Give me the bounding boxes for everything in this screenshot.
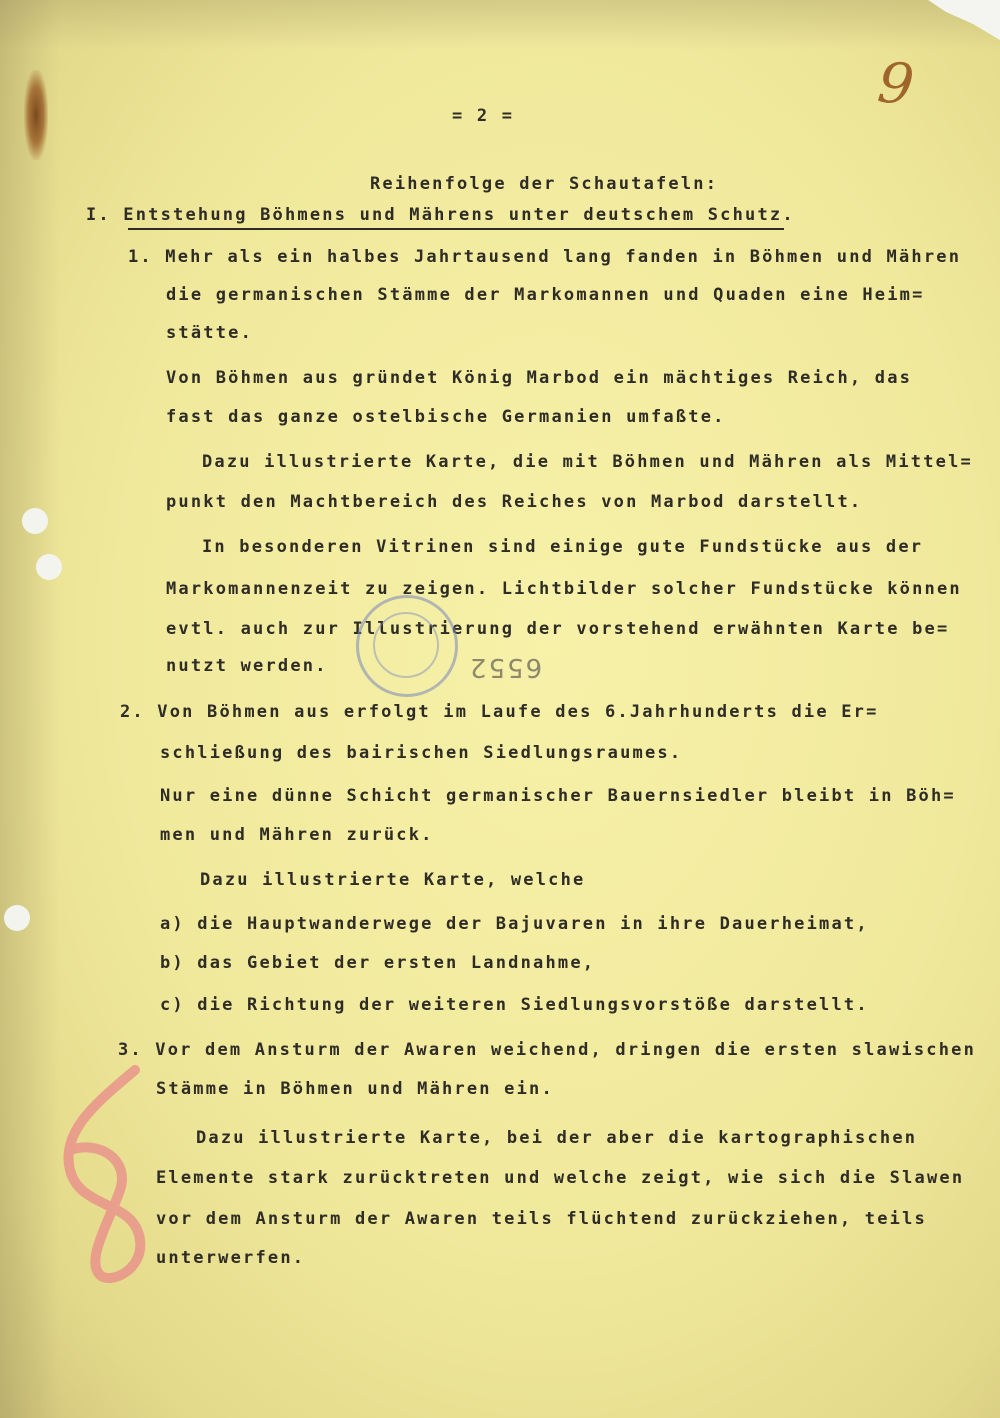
red-pencil-mark xyxy=(40,1060,170,1290)
rust-stain xyxy=(24,70,48,160)
text-line: nutzt werden. xyxy=(166,656,328,676)
text-line: Elemente stark zurücktreten und welche zeigt, wie sich die Slawen xyxy=(156,1168,965,1188)
text-line: vor dem Ansturm der Awaren teils flüchtend zurückziehen, teils xyxy=(156,1209,927,1229)
text-line: Stämme in Böhmen und Mähren ein. xyxy=(156,1079,554,1099)
heading: Reihenfolge der Schautafeln: xyxy=(370,174,719,194)
text-line: b) das Gebiet der ersten Landnahme, xyxy=(160,953,596,973)
paper-shadow-top xyxy=(0,0,1000,50)
text-line: schließung des bairischen Siedlungsraumes. xyxy=(160,743,683,763)
punch-hole xyxy=(22,508,48,534)
text-line: Dazu illustrierte Karte, die mit Böhmen und Mähren als Mittel= xyxy=(202,452,973,472)
text-line: evtl. auch zur Illustrierung der vorstehend erwähnten Karte be= xyxy=(166,619,950,639)
punch-hole xyxy=(36,554,62,580)
text-line: a) die Hauptwanderwege der Bajuvaren in ihre Dauerheimat, xyxy=(160,914,869,934)
text-line: Von Böhmen aus gründet König Marbod ein mächtiges Reich, das xyxy=(166,368,913,388)
text-line: punkt den Machtbereich des Reiches von Marbod darstellt. xyxy=(166,492,863,512)
text-line: die germanischen Stämme der Markomannen und Quaden eine Heim= xyxy=(166,285,925,305)
inventory-number: 6552 xyxy=(468,652,543,682)
text-line: 2. Von Böhmen aus erfolgt im Laufe des 6.Jahrhunderts die Er= xyxy=(120,702,879,722)
text-line: 1. Mehr als ein halbes Jahrtausend lang fanden in Böhmen und Mähren xyxy=(128,247,962,267)
punch-hole xyxy=(4,905,30,931)
text-line: stätte. xyxy=(166,323,254,343)
text-line: In besonderen Vitrinen sind einige gute Fundstücke aus der xyxy=(202,537,924,557)
archive-stamp xyxy=(356,595,458,697)
page-header: = 2 = xyxy=(452,106,515,126)
handwritten-page-number: 9 xyxy=(874,50,917,119)
section-underline xyxy=(128,228,784,230)
section-title: I. Entstehung Böhmens und Mährens unter deutschem Schutz. xyxy=(86,205,795,225)
text-line: Nur eine dünne Schicht germanischer Bauernsiedler bleibt in Böh= xyxy=(160,786,956,806)
text-line: men und Mähren zurück. xyxy=(160,825,434,845)
text-line: Markomannenzeit zu zeigen. Lichtbilder solcher Fundstücke können xyxy=(166,579,962,599)
text-line: fast das ganze ostelbische Germanien umfaßte. xyxy=(166,407,726,427)
text-line: Dazu illustrierte Karte, welche xyxy=(200,870,586,890)
text-line: c) die Richtung der weiteren Siedlungsvorstöße darstellt. xyxy=(160,995,869,1015)
text-line: 3. Vor dem Ansturm der Awaren weichend, dringen die ersten slawischen xyxy=(118,1040,977,1060)
text-line: unterwerfen. xyxy=(156,1248,306,1268)
text-line: Dazu illustrierte Karte, bei der aber die kartographischen xyxy=(196,1128,918,1148)
